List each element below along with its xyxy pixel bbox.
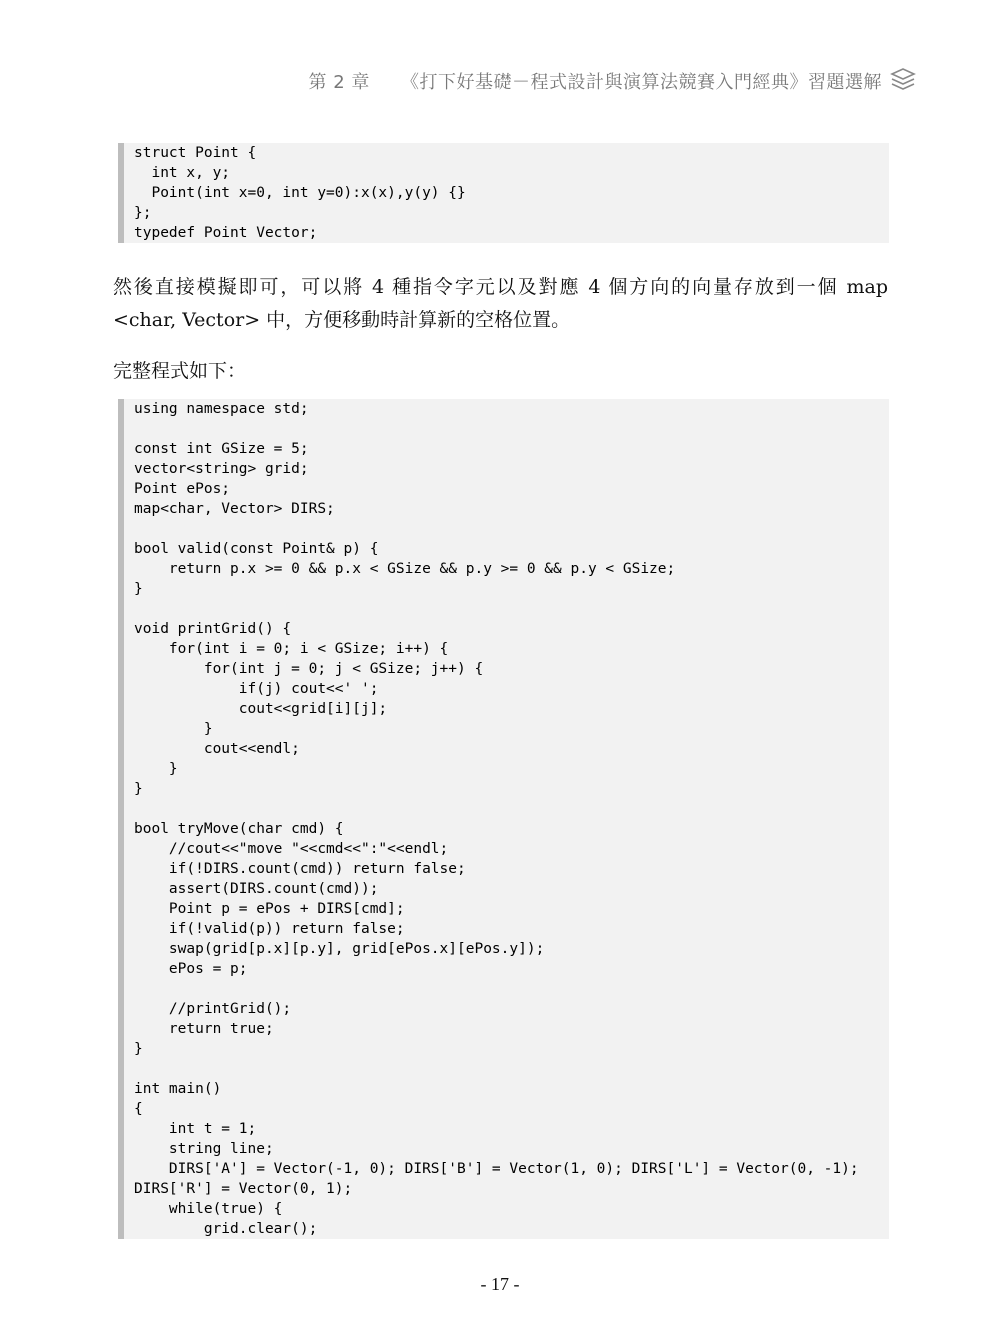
code-line: Point p = ePos + DIRS[cmd]; <box>134 901 405 917</box>
code-line: DIRS['R'] = Vector(0, 1); <box>134 1181 353 1197</box>
code-line: } <box>134 781 143 797</box>
code-line: typedef Point Vector; <box>134 225 318 241</box>
code-line: assert(DIRS.count(cmd)); <box>134 881 379 897</box>
code-line: } <box>134 1041 143 1057</box>
code-line: if(j) cout<<' '; <box>134 681 379 697</box>
stacked-books-icon <box>890 68 916 90</box>
code-line: DIRS['A'] = Vector(-1, 0); DIRS['B'] = Vector(1, 0); DIRS['L'] = Vector(0, -1); <box>134 1161 859 1177</box>
code-line: while(true) { <box>134 1201 283 1217</box>
code-line: return p.x >= 0 && p.x < GSize && p.y >= 0 && p.y < GSize; <box>134 561 676 577</box>
code-line: if(!DIRS.count(cmd)) return false; <box>134 861 466 877</box>
code-line: Point(int x=0, int y=0):x(x),y(y) {} <box>134 185 466 201</box>
code-line: map<char, Vector> DIRS; <box>134 501 335 517</box>
code-block-full-program <box>118 399 889 1239</box>
code-line: void printGrid() { <box>134 621 292 637</box>
paragraph-line-1: 然後直接模擬即可，可以將 4 種指令字元以及對應 4 個方向的向量存放到一個 map <box>113 276 888 298</box>
code-line: bool valid(const Point& p) { <box>134 541 379 557</box>
code-line <box>134 799 889 819</box>
code-line: int main() <box>134 1081 222 1097</box>
code-line: { <box>134 1101 143 1117</box>
code-line: //printGrid(); <box>134 1001 292 1017</box>
code-line: //cout<<"move "<<cmd<<":"<<endl; <box>134 841 449 857</box>
code-line: const int GSize = 5; <box>134 441 309 457</box>
book-title: 《打下好基礎－程式設計與演算法競賽入門經典》習題選解 <box>401 72 882 93</box>
code-line: }; <box>134 205 152 221</box>
code-line: grid.clear(); <box>134 1221 318 1237</box>
code-line: for(int j = 0; j < GSize; j++) { <box>134 661 484 677</box>
code-line: Point ePos; <box>134 481 231 497</box>
code-line: ePos = p; <box>134 961 248 977</box>
running-header <box>0 68 882 94</box>
code-line <box>134 979 889 999</box>
code-line: for(int i = 0; i < GSize; i++) { <box>134 641 449 657</box>
code-line: if(!valid(p)) return false; <box>134 921 405 937</box>
code-line: } <box>134 761 178 777</box>
code-line <box>134 419 889 439</box>
code-line: int t = 1; <box>134 1121 257 1137</box>
code-line: vector<string> grid; <box>134 461 309 477</box>
code-line: cout<<endl; <box>134 741 300 757</box>
code-line: struct Point { <box>134 145 257 161</box>
code-block-point-struct <box>118 143 889 243</box>
code-line: cout<<grid[i][j]; <box>134 701 388 717</box>
code-line: string line; <box>134 1141 274 1157</box>
paragraph-line-2: <char, Vector> 中，方便移動時計算新的空格位置。 <box>113 309 571 331</box>
code-line: using namespace std; <box>134 401 309 417</box>
page-number: - 17 - <box>480 1274 520 1294</box>
code-line <box>134 519 889 539</box>
paragraph-full-program: 完整程式如下： <box>113 360 247 382</box>
chapter-label: 第 2 章 <box>308 72 370 93</box>
code-line: int x, y; <box>134 165 231 181</box>
code-line: swap(grid[p.x][p.y], grid[ePos.x][ePos.y]); <box>134 941 545 957</box>
code-line: return true; <box>134 1021 274 1037</box>
code-line: } <box>134 581 143 597</box>
code-line: } <box>134 721 213 737</box>
code-line <box>134 599 889 619</box>
code-line <box>134 1059 889 1079</box>
code-line: bool tryMove(char cmd) { <box>134 821 344 837</box>
